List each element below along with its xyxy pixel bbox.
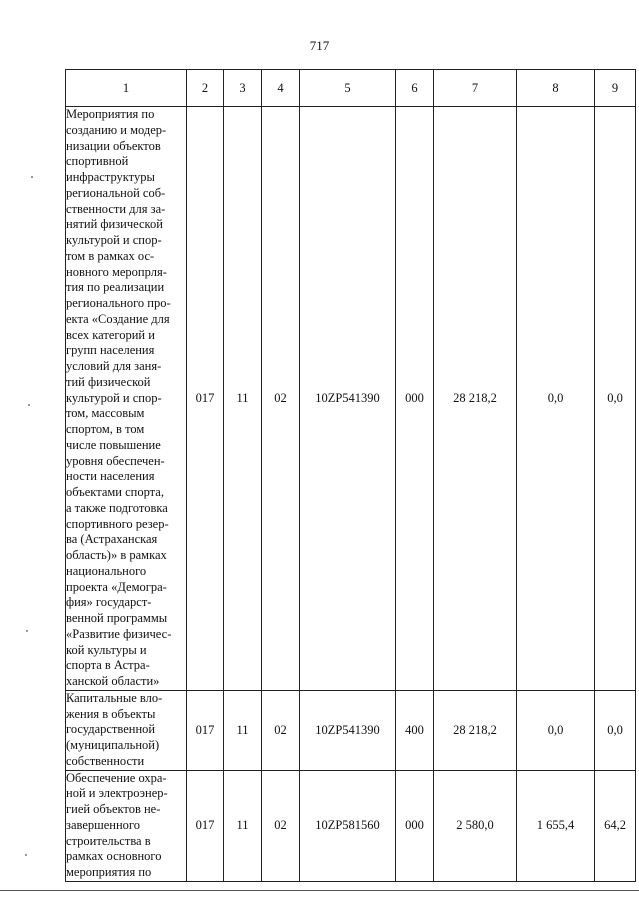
item-name-line: спорта в Астра- [66, 658, 150, 673]
scan-speck [26, 630, 28, 632]
value-cell-c6: 000 [396, 107, 434, 691]
item-name-line: область)» в рамках [66, 548, 167, 562]
table-row-sports-infrastructure [66, 107, 636, 691]
page-number: 717 [309, 38, 330, 53]
header-cell: 7 [434, 70, 517, 107]
item-name-cell [66, 770, 187, 881]
value-cell-c4: 02 [262, 770, 300, 881]
header-cell: 2 [187, 70, 224, 107]
header-row [66, 70, 636, 107]
item-name-line: ной и электроэнер- [66, 786, 168, 801]
item-name-line: жения в объекты [66, 706, 156, 721]
item-name-cell [66, 107, 187, 691]
value-cell-c8: 0,0 [517, 690, 595, 770]
item-name-cell [66, 690, 187, 770]
header-cell: 4 [262, 70, 300, 107]
item-name-line: культурой и спор- [66, 233, 162, 247]
value-cell-c4: 02 [262, 690, 300, 770]
item-name-line: а также подготовка [66, 500, 168, 515]
table-body [66, 107, 636, 882]
header-cell: 8 [517, 70, 595, 107]
table-row-security-electricity [66, 770, 636, 881]
item-name-line: кой культуры и [66, 642, 147, 657]
item-name-line: том, массовым [66, 406, 145, 421]
item-name-line: национального [66, 563, 147, 578]
bottom-rule [0, 890, 639, 891]
item-name-line: строительства в [66, 833, 151, 848]
value-cell-c5: 10ZP541390 [300, 107, 396, 691]
value-cell-c8: 1 655,4 [517, 770, 595, 881]
item-name-line: ханской области» [66, 674, 160, 688]
value-cell-c7: 28 218,2 [434, 690, 517, 770]
value-cell-c2: 017 [187, 107, 224, 691]
header-cell: 1 [66, 70, 187, 107]
item-name-line: том в рамках ос- [66, 248, 155, 263]
item-name-line: Обеспечение охра- [66, 770, 167, 785]
item-name-line: «Развитие физичес- [66, 626, 172, 641]
header-cell: 5 [300, 70, 396, 107]
value-cell-c8: 0,0 [517, 107, 595, 691]
item-name-line: ва (Астраханская [66, 532, 158, 547]
item-name-line: Мероприятия по [66, 107, 155, 121]
value-cell-c5: 10ZP581560 [300, 770, 396, 881]
budget-table [65, 69, 636, 882]
value-cell-c7: 2 580,0 [434, 770, 517, 881]
item-name-line: спортивной [66, 154, 129, 169]
item-name-line: ственности для за- [66, 201, 166, 216]
item-name-line: числе повышение [66, 437, 161, 452]
value-cell-c6: 400 [396, 690, 434, 770]
header-cell: 3 [224, 70, 262, 107]
item-name-line: созданию и модер- [66, 122, 167, 137]
value-cell-c4: 02 [262, 107, 300, 691]
value-cell-c7: 28 218,2 [434, 107, 517, 691]
item-name-line: культурой и спор- [66, 390, 162, 405]
header-cell: 6 [396, 70, 434, 107]
item-name-line: регионального про- [66, 296, 171, 310]
item-name-line: нятий физической [66, 217, 163, 232]
item-name-line: ности населения [66, 469, 155, 484]
item-name-line: мероприятия по [66, 865, 152, 879]
item-name-line: собственности [66, 753, 145, 768]
value-cell-c9: 64,2 [595, 770, 636, 881]
item-name-line: новного меропрля- [66, 264, 167, 279]
header-cell: 9 [595, 70, 636, 107]
item-name-line: фия» государст- [66, 595, 152, 610]
item-name-line: государственной [66, 722, 156, 737]
item-name-line: условий для заня- [66, 359, 162, 373]
item-name-line: тия по реализации [66, 280, 165, 295]
table-row-capital-investments [66, 690, 636, 770]
item-name-line: спортом, в том [66, 422, 145, 436]
item-name-line: региональной соб- [66, 185, 166, 200]
item-name-line: уровня обеспечен- [66, 453, 165, 468]
item-name-line: всех категорий и [66, 327, 155, 342]
item-name-line: (муниципальной) [66, 738, 160, 752]
item-name-line: спортивного резер- [66, 516, 169, 531]
item-name-line: низации объектов [66, 138, 161, 153]
value-cell-c2: 017 [187, 770, 224, 881]
item-name-line: венной программы [66, 611, 168, 625]
item-name-line: екта «Создание для [66, 311, 170, 326]
value-cell-c5: 10ZP541390 [300, 690, 396, 770]
value-cell-c6: 000 [396, 770, 434, 881]
value-cell-c3: 11 [224, 107, 262, 691]
scan-speck [31, 176, 33, 178]
value-cell-c3: 11 [224, 770, 262, 881]
value-cell-c9: 0,0 [595, 690, 636, 770]
item-name-line: рамках основного [66, 849, 162, 864]
item-name-line: Капитальные вло- [66, 690, 163, 705]
value-cell-c3: 11 [224, 690, 262, 770]
item-name-line: тий физической [66, 374, 151, 389]
scan-speck [28, 404, 30, 406]
item-name-line: проекта «Демогра- [66, 579, 167, 594]
value-cell-c2: 017 [187, 690, 224, 770]
item-name-line: гией объектов не- [66, 802, 161, 816]
scan-speck [25, 854, 27, 856]
item-name-line: групп населения [66, 343, 155, 358]
item-name-line: завершенного [66, 817, 140, 832]
item-name-line: объектами спорта, [66, 485, 164, 499]
item-name-line: инфраструктуры [66, 170, 155, 184]
value-cell-c9: 0,0 [595, 107, 636, 691]
